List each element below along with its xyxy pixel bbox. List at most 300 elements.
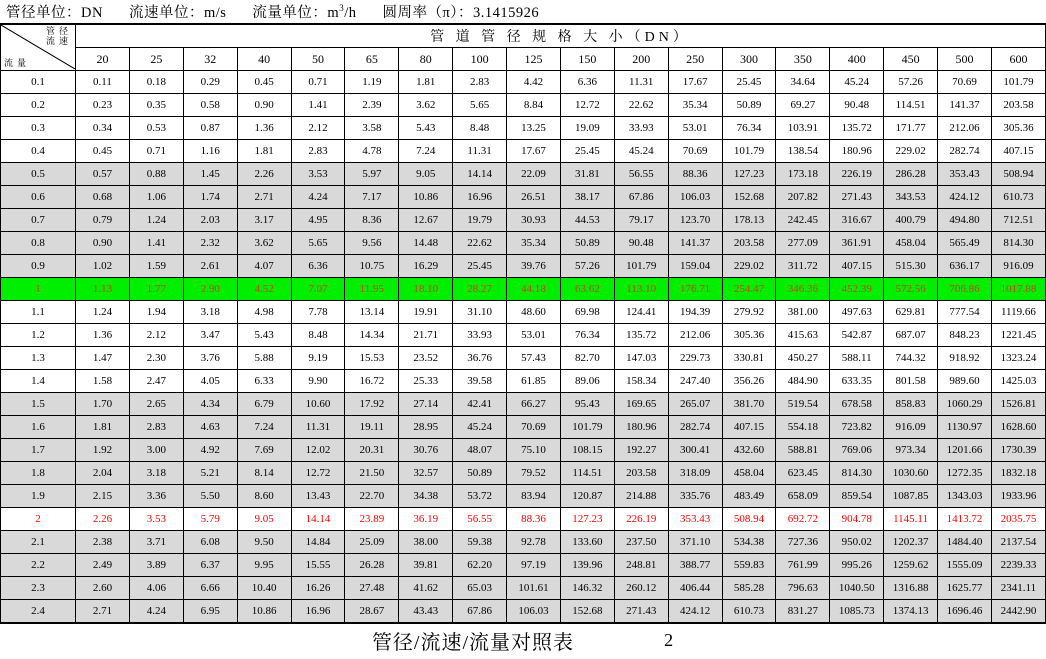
flow-cell: 13.43 [291,485,345,508]
table-body [1,25,1046,623]
flow-cell: 916.09 [884,416,938,439]
flow-cell: 1323.24 [991,347,1045,370]
flow-cell: 95.43 [560,393,614,416]
flow-cell: 88.36 [507,508,561,531]
flow-cell: 6.79 [237,393,291,416]
flow-cell: 950.02 [830,531,884,554]
flow-cell: 89.06 [560,370,614,393]
flow-cell: 114.51 [884,94,938,117]
flow-cell: 1.59 [129,255,183,278]
flow-cell: 7.17 [345,186,399,209]
flow-cell: 7.78 [291,301,345,324]
row-header-velocity: 1.1 [1,301,76,324]
flow-cell: 973.34 [884,439,938,462]
flow-cell: 2.04 [76,462,130,485]
flow-cell: 1.77 [129,278,183,301]
table-row [1,209,1046,232]
flow-cell: 2239.33 [991,554,1045,577]
flow-cell: 10.40 [237,577,291,600]
flow-cell: 305.36 [722,324,776,347]
flow-cell: 67.86 [614,186,668,209]
table-row [1,255,1046,278]
flow-cell: 43.43 [399,600,453,623]
flow-cell: 32.57 [399,462,453,485]
flow-cell: 1526.81 [991,393,1045,416]
flow-cell: 9.56 [345,232,399,255]
flow-cell: 14.84 [291,531,345,554]
table-title: 管 道 管 径 规 格 大 小（DN） [76,25,1046,48]
flow-cell: 2.49 [76,554,130,577]
flow-cell: 636.17 [938,255,992,278]
flow-cell: 152.68 [722,186,776,209]
flow-cell: 1.41 [291,94,345,117]
flow-cell: 48.07 [453,439,507,462]
flow-cell: 22.09 [507,163,561,186]
flow-cell: 248.81 [614,554,668,577]
flow-cell: 12.72 [560,94,614,117]
footer-title: 管径/流速/流量对照表 [371,632,575,654]
flow-cell: 1017.88 [991,278,1045,301]
flow-cell: 50.89 [453,462,507,485]
flow-cell: 56.55 [453,508,507,531]
flow-cell: 2341.11 [991,577,1045,600]
row-header-velocity: 2.3 [1,577,76,600]
flow-cell: 180.96 [614,416,668,439]
flow-cell: 127.23 [722,163,776,186]
table-row [1,393,1046,416]
flow-cell: 279.92 [722,301,776,324]
flow-cell: 406.44 [668,577,722,600]
flow-cell: 0.35 [129,94,183,117]
flow-cell: 316.67 [830,209,884,232]
flow-cell: 1060.29 [938,393,992,416]
flow-cell: 5.50 [183,485,237,508]
flow-cell: 4.24 [291,186,345,209]
flow-cell: 28.27 [453,278,507,301]
flow-cell: 2.38 [76,531,130,554]
flow-cell: 282.74 [668,416,722,439]
flow-cell: 69.27 [776,94,830,117]
flow-cell: 12.67 [399,209,453,232]
row-header-velocity: 0.5 [1,163,76,186]
flow-cell: 814.30 [991,232,1045,255]
flow-cell: 1145.11 [884,508,938,531]
flow-cell: 226.19 [830,163,884,186]
flow-cell: 343.53 [884,186,938,209]
flow-cell: 1030.60 [884,462,938,485]
table-row [1,163,1046,186]
corner-label-diameter: 管径 流速 [45,26,72,46]
flow-cell: 796.63 [776,577,830,600]
flow-cell: 1.36 [76,324,130,347]
flow-cell: 69.98 [560,301,614,324]
flow-cell: 19.91 [399,301,453,324]
flow-cell: 141.37 [938,94,992,117]
column-header-65: 65 [345,48,399,71]
flow-cell: 127.23 [560,508,614,531]
flow-cell: 335.76 [668,485,722,508]
row-header-velocity: 0.7 [1,209,76,232]
row-header-velocity: 1.8 [1,462,76,485]
flow-cell: 23.89 [345,508,399,531]
table-row [1,600,1046,623]
flow-cell: 22.70 [345,485,399,508]
flow-cell: 1.24 [129,209,183,232]
flow-cell: 265.07 [668,393,722,416]
row-header-velocity: 0.6 [1,186,76,209]
table-row [1,554,1046,577]
flow-cell: 859.54 [830,485,884,508]
flow-cell: 1.94 [129,301,183,324]
flow-cell: 5.79 [183,508,237,531]
flow-cell: 1.45 [183,163,237,186]
flow-cell: 12.02 [291,439,345,462]
row-header-velocity: 1.9 [1,485,76,508]
flow-cell: 28.95 [399,416,453,439]
flow-cell: 400.79 [884,209,938,232]
column-header-100: 100 [453,48,507,71]
flow-cell: 53.72 [453,485,507,508]
flow-cell: 21.50 [345,462,399,485]
flow-cell: 2.32 [183,232,237,255]
flow-cell: 0.71 [129,140,183,163]
flow-cell: 361.91 [830,232,884,255]
flow-cell: 7.24 [237,416,291,439]
column-header-400: 400 [830,48,884,71]
flow-cell: 1413.72 [938,508,992,531]
flow-cell: 4.92 [183,439,237,462]
flow-cell: 242.45 [776,209,830,232]
table-row [1,462,1046,485]
flow-cell: 67.86 [453,600,507,623]
flow-cell: 381.70 [722,393,776,416]
flow-cell: 83.94 [507,485,561,508]
flow-cell: 4.07 [237,255,291,278]
flow-cell: 1.81 [237,140,291,163]
flow-cell: 10.60 [291,393,345,416]
flow-cell: 1.06 [129,186,183,209]
flow-cell: 79.17 [614,209,668,232]
column-header-500: 500 [938,48,992,71]
flow-cell: 0.29 [183,71,237,94]
flow-cell: 31.81 [560,163,614,186]
flow-cell: 1316.88 [884,577,938,600]
flow-cell: 424.12 [938,186,992,209]
flow-cell: 2.26 [237,163,291,186]
flow-cell: 13.14 [345,301,399,324]
flow-cell: 35.34 [507,232,561,255]
row-header-velocity: 1.7 [1,439,76,462]
flow-cell: 237.50 [614,531,668,554]
flow-cell: 82.70 [560,347,614,370]
flow-cell: 4.34 [183,393,237,416]
flow-cell: 53.01 [668,117,722,140]
row-header-velocity: 1.5 [1,393,76,416]
flow-cell: 554.18 [776,416,830,439]
flow-cell: 27.48 [345,577,399,600]
flow-cell: 33.93 [614,117,668,140]
table-row [1,278,1046,301]
flow-cell: 1087.85 [884,485,938,508]
flow-cell: 120.87 [560,485,614,508]
flow-cell: 26.28 [345,554,399,577]
flow-cell: 519.54 [776,393,830,416]
flow-cell: 25.45 [722,71,776,94]
flow-cell: 458.04 [884,232,938,255]
flow-cell: 113.10 [614,278,668,301]
flow-cell: 12.72 [291,462,345,485]
flow-cell: 588.81 [776,439,830,462]
flow-cell: 3.89 [129,554,183,577]
flow-cell: 18.10 [399,278,453,301]
flow-cell: 1259.62 [884,554,938,577]
flow-cell: 3.76 [183,347,237,370]
flow-cell: 20.31 [345,439,399,462]
flow-cell: 572.56 [884,278,938,301]
flow-cell: 25.33 [399,370,453,393]
flow-cell: 10.86 [399,186,453,209]
flow-cell: 0.87 [183,117,237,140]
flow-cell: 1130.97 [938,416,992,439]
flow-cell: 176.71 [668,278,722,301]
flow-cell: 1484.40 [938,531,992,554]
flow-cell: 2035.75 [991,508,1045,531]
table-row [1,232,1046,255]
flow-cell: 203.58 [991,94,1045,117]
flow-cell: 39.76 [507,255,561,278]
table-row [1,94,1046,117]
flow-cell: 133.60 [560,531,614,554]
flow-cell: 135.72 [614,324,668,347]
table-row [1,485,1046,508]
flow-cell: 16.72 [345,370,399,393]
flow-cell: 123.70 [668,209,722,232]
row-header-velocity: 0.4 [1,140,76,163]
column-header-80: 80 [399,48,453,71]
flow-cell: 1202.37 [884,531,938,554]
flow-cell: 515.30 [884,255,938,278]
flow-cell: 5.43 [237,324,291,347]
flow-cell: 484.90 [776,370,830,393]
flow-cell: 585.28 [722,577,776,600]
flow-cell: 6.37 [183,554,237,577]
flow-cell: 1628.60 [991,416,1045,439]
flow-cell: 260.12 [614,577,668,600]
flow-cell: 1.58 [76,370,130,393]
flow-cell: 559.83 [722,554,776,577]
flow-cell: 1696.46 [938,600,992,623]
flow-cell: 135.72 [830,117,884,140]
flow-cell: 1832.18 [991,462,1045,485]
flow-cell: 26.51 [507,186,561,209]
flow-cell: 92.78 [507,531,561,554]
flow-cell: 904.78 [830,508,884,531]
flow-cell: 4.78 [345,140,399,163]
flow-cell: 848.23 [938,324,992,347]
flow-cell: 158.34 [614,370,668,393]
flow-cell: 658.09 [776,485,830,508]
flow-cell: 610.73 [991,186,1045,209]
flow-cell: 1221.45 [991,324,1045,347]
flow-cell: 76.34 [560,324,614,347]
flow-cell: 15.55 [291,554,345,577]
flow-cell: 814.30 [830,462,884,485]
row-header-velocity: 1 [1,278,76,301]
flow-cell: 4.06 [129,577,183,600]
flow-cell: 2.71 [76,600,130,623]
flow-cell: 8.36 [345,209,399,232]
flow-cell: 9.95 [237,554,291,577]
flow-cell: 53.01 [507,324,561,347]
flow-cell: 14.14 [291,508,345,531]
flow-cell: 62.20 [453,554,507,577]
flow-cell: 1201.66 [938,439,992,462]
flow-cell: 35.34 [668,94,722,117]
table-row [1,370,1046,393]
row-header-velocity: 1.3 [1,347,76,370]
unit-velocity: 流速单位：m/s [128,5,227,21]
flow-cell: 8.84 [507,94,561,117]
flow-cell: 3.62 [399,94,453,117]
table-row [1,508,1046,531]
flow-cell: 173.18 [776,163,830,186]
flow-cell: 27.14 [399,393,453,416]
flow-cell: 1.81 [76,416,130,439]
flow-cell: 226.19 [614,508,668,531]
flow-cell: 2.60 [76,577,130,600]
flow-cell: 50.89 [722,94,776,117]
flow-cell: 8.48 [453,117,507,140]
flow-cell: 106.03 [507,600,561,623]
flow-cell: 831.27 [776,600,830,623]
flow-cell: 588.11 [830,347,884,370]
flow-cell: 1.36 [237,117,291,140]
flow-cell: 2.83 [291,140,345,163]
row-header-velocity: 0.1 [1,71,76,94]
flow-cell: 8.60 [237,485,291,508]
flow-cell: 70.69 [668,140,722,163]
flow-cell: 1272.35 [938,462,992,485]
unit-flow: 流量单位：$m^3/h$ [252,3,357,21]
flow-cell: 17.67 [668,71,722,94]
flow-cell: 388.77 [668,554,722,577]
flow-cell: 3.53 [129,508,183,531]
flow-cell: 0.23 [76,94,130,117]
flow-cell: 0.90 [237,94,291,117]
flow-cell: 271.43 [830,186,884,209]
flow-cell: 0.53 [129,117,183,140]
flow-cell: 3.71 [129,531,183,554]
flow-cell: 311.72 [776,255,830,278]
flow-cell: 4.63 [183,416,237,439]
flow-cell: 286.28 [884,163,938,186]
flow-cell: 48.60 [507,301,561,324]
flow-cell: 138.54 [776,140,830,163]
flow-cell: 1040.50 [830,577,884,600]
flow-cell: 19.11 [345,416,399,439]
flow-cell: 407.15 [991,140,1045,163]
flow-cell: 1374.13 [884,600,938,623]
column-header-600: 600 [991,48,1045,71]
flow-cell: 989.60 [938,370,992,393]
flow-cell: 6.95 [183,600,237,623]
flow-cell: 178.13 [722,209,776,232]
flow-cell: 0.68 [76,186,130,209]
flow-cell: 97.19 [507,554,561,577]
flow-cell: 2.15 [76,485,130,508]
flow-cell: 761.99 [776,554,830,577]
flow-cell: 214.88 [614,485,668,508]
flow-cell: 633.35 [830,370,884,393]
flow-cell: 1625.77 [938,577,992,600]
flow-cell: 8.14 [237,462,291,485]
flow-cell: 141.37 [668,232,722,255]
flow-cell: 75.10 [507,439,561,462]
flow-cell: 6.36 [560,71,614,94]
table-row [1,324,1046,347]
row-header-velocity: 2.4 [1,600,76,623]
flow-cell: 106.03 [668,186,722,209]
flow-cell: 629.81 [884,301,938,324]
flow-cell: 4.98 [237,301,291,324]
row-header-velocity: 0.3 [1,117,76,140]
flow-cell: 4.95 [291,209,345,232]
footer [0,623,1046,657]
column-header-300: 300 [722,48,776,71]
flow-cell: 3.18 [183,301,237,324]
flow-cell: 247.40 [668,370,722,393]
flow-cell: 0.71 [291,71,345,94]
flow-cell: 3.47 [183,324,237,347]
flow-cell: 101.61 [507,577,561,600]
flow-cell: 1.81 [399,71,453,94]
flow-cell: 0.11 [76,71,130,94]
flow-cell: 212.06 [668,324,722,347]
flow-cell: 1.02 [76,255,130,278]
flow-cell: 5.65 [453,94,507,117]
flow-cell: 194.39 [668,301,722,324]
table-row [1,186,1046,209]
column-header-200: 200 [614,48,668,71]
flow-cell: 1555.09 [938,554,992,577]
unit-diameter: 管径单位：DN [6,5,103,21]
flow-cell: 2.90 [183,278,237,301]
flow-cell: 2442.90 [991,600,1045,623]
flow-cell: 9.05 [237,508,291,531]
flow-cell: 88.36 [668,163,722,186]
flow-cell: 16.26 [291,577,345,600]
flow-cell: 483.49 [722,485,776,508]
table-row [1,577,1046,600]
flow-cell: 2.12 [291,117,345,140]
flow-cell: 4.42 [507,71,561,94]
flow-cell: 70.69 [938,71,992,94]
flow-cell: 723.82 [830,416,884,439]
flow-cell: 19.79 [453,209,507,232]
flow-cell: 1730.39 [991,439,1045,462]
flow-cell: 0.34 [76,117,130,140]
flow-cell: 45.24 [453,416,507,439]
flow-cell: 744.32 [884,347,938,370]
flow-cell: 678.58 [830,393,884,416]
flow-cell: 7.24 [399,140,453,163]
units-header [0,0,1046,24]
flow-cell: 916.09 [991,255,1045,278]
flow-cell: 101.79 [560,416,614,439]
flow-cell: 0.90 [76,232,130,255]
flow-cell: 4.52 [237,278,291,301]
column-header-450: 450 [884,48,938,71]
